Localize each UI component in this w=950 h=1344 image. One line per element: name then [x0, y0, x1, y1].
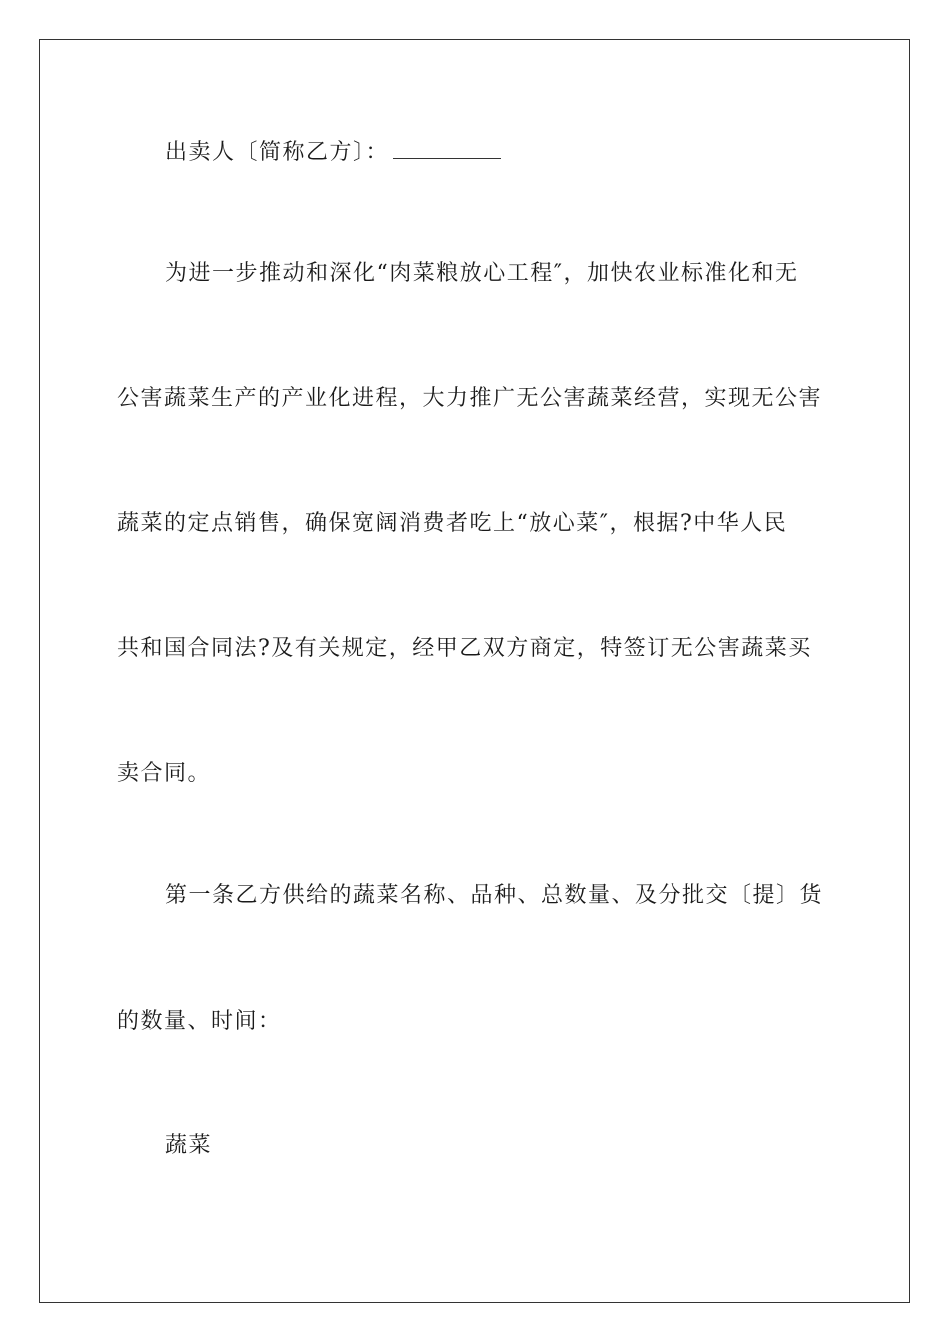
preamble-line-4: 共和国合同法?及有关规定，经甲乙双方商定，特签订无公害蔬菜买 — [117, 636, 812, 661]
article-one-line-1: 第一条乙方供给的蔬菜名称、品种、总数量、及分批交〔提〕货 — [165, 883, 824, 908]
preamble-line-5: 卖合同。 — [117, 761, 212, 786]
article-one-line-2: 的数量、时间： — [117, 1009, 282, 1034]
seller-name-blank — [393, 140, 501, 159]
preamble-line-3: 蔬菜的定点销售，确保宽阔消费者吃上“放心菜″，根据?中华人民 — [117, 511, 788, 536]
preamble-line-2: 公害蔬菜生产的产业化进程，大力推广无公害蔬菜经营，实现无公害 — [117, 386, 823, 411]
seller-label: 出卖人〔简称乙方〕： — [165, 140, 390, 165]
preamble-line-1: 为进一步推动和深化“肉菜粮放心工程″，加快农业标准化和无 — [165, 261, 799, 286]
page-border — [39, 39, 910, 1303]
seller-line — [165, 138, 837, 168]
table-heading: 蔬菜 — [165, 1133, 213, 1158]
